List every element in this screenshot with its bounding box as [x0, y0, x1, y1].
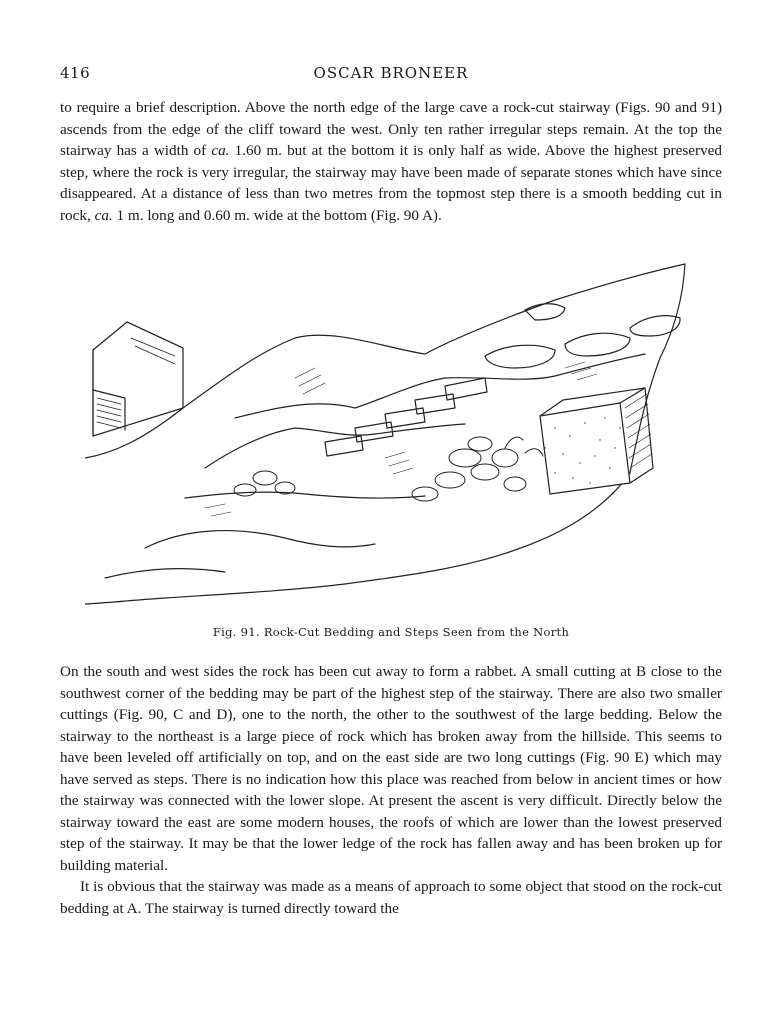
running-head: OSCAR BRONEER [313, 64, 469, 82]
text-block-bottom [60, 661, 722, 919]
page-number: 416 [60, 64, 91, 82]
page-header [60, 64, 722, 86]
text-block-top [60, 97, 722, 226]
paragraph-3: It is obvious that the stairway was made as a means of approach to some object that stood on the rock-cut bedding at A. The stairway is turned directly toward the [60, 878, 722, 917]
paragraph-2: On the south and west sides the rock has been cut away to form a rabbet. A small cutting at B close to the southwest corner of the bedding may be part of the highest step of the stairway. There are also two smaller cuttings (Fig. 90, C and D), one to the north, the other to the southwest of the large bedding. Below the stairway to the northeast is a large piece of rock which has broken away from the hillside. This seems to have been leveled off artificially on top, and on the east side are two long cuttings (Fig. 90 E) which may have served as steps. There is no indication how this place was reached from below in ancient times or how the stairway was connected with the lower slope. At present the ascent is very difficult. Directly below the stairway toward the east are some modern houses, the roofs of which are lower than the lowest preserved step of the stairway. It may be that the lower ledge of the rock has fallen away and has been broken up for building material. [60, 663, 722, 874]
paragraph-1: to require a brief description. Above the north edge of the large cave a rock-cut stairway (Figs. 90 and 91) ascends from the edge of the cliff toward the west. Only ten rather irregular steps remain. At the top the stairway has a width of ca. 1.60 m. but at the bottom it is only half as wide. Above the highest preserved step, where the rock is very irregular, the stairway may have been made of separate stones which have since disappeared. At a distance of less than two metres from the topmost step there is a smooth bedding cut in rock, ca. 1 m. long and 0.60 m. wide at the bottom (Fig. 90 A). [60, 99, 722, 224]
figure-91-illustration [85, 258, 697, 613]
figure-caption: Fig. 91. Rock-Cut Bedding and Steps Seen from the North [212, 625, 570, 639]
rock-cut-bedding-drawing [85, 258, 697, 613]
